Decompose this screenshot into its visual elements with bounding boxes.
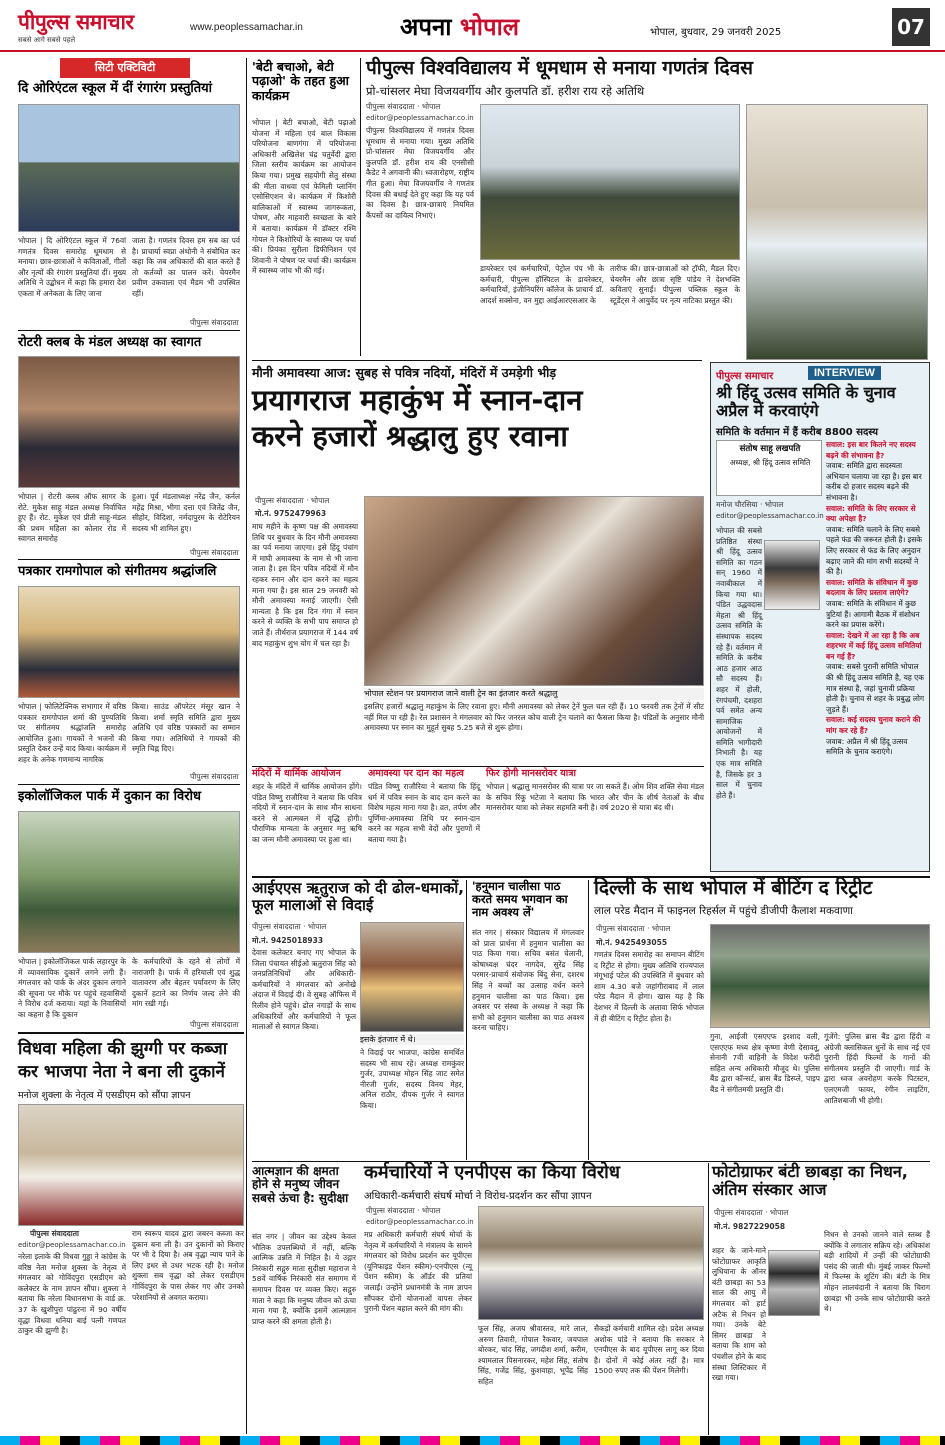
interview-subheadline: समिति के वर्तमान में हैं करीब 8800 सदस्य [716, 427, 879, 438]
widow-headline-1: विधवा महिला की झुग्गी पर कब्जा [18, 1039, 228, 1059]
journalist-body-a: भोपाल | फोलिटेक्निक सभागार में वरिष्ठ पत्रकार रामगोपाल शर्मा की पुण्यतिथि पर संगीतमय श्रद्धांजलि समारोह आयोजित हुआ। गायकों ने भजनों की प्रस्तुति देकर उन्हें याद किया। कार्यक्रम में शहर के अनेक गणमान्य नागरिक [18, 702, 126, 764]
mahakumbh-body-a: माघ महीने के कृष्ण पक्ष की अमावस्या तिथि पर बुधवार के दिन मौनी अमावस्या का पर्व मनाया जाएगा। इसे हिंदू पंचांग में माघी अमावस्या के नाम से भी जाना जाता है। इस दिन पवित्र नदियों में मौन रहकर स्नान और दान करने का महत्व माना गया है। इस साल 29 जनवरी को मौनी अमावस्या मनाई जाएगी। ऐसी मान्यता है कि इस दिन गंगा में स्नान करने से व्यक्ति के सभी पाप समाप्त हो जाते हैं। तीर्थराज प्रयागराज में 144 वर्ष बाद महाकुंभ शुभ योग में चल रहा है। [252, 522, 358, 648]
photo-caption: भोपाल स्टेशन पर प्रयागराज जाने वाली ट्रेन का इंतजार करते श्रद्धालु [364, 688, 704, 700]
oriental-school-headline: दि ओरिएंटल स्कूल में दीं रंगारंग प्रस्तुतियां [18, 81, 213, 96]
flag-hoisting-photo [746, 104, 928, 360]
divider [252, 766, 704, 767]
protest-photo [478, 1206, 704, 1320]
university-body-b: डायरेक्टर एवं कर्मचारियों, पेट्रोल पंप भी के कर्मचारी, पीपुल्स हॉस्पिटल के डायरेक्टर, कर्मचारियों, इंजीनियरिंग कॉलेज के प्राचार्य डॉ. आदर्श सक्सेना, वन मुद्दा आईआरएसआर के [480, 264, 604, 305]
hanuman-headline: 'हनुमान चालीसा पाठ करते समय भगवान का नाम अवश्य लें' [472, 879, 568, 920]
divider [18, 330, 240, 331]
email: editor@peoplessamachar.co.in [18, 1241, 126, 1249]
journalist-body-b: किया। साउंड ऑपरेटर मंसूर खान ने किया। शर्मा स्मृति समिति द्वारा मुख्य अतिथि एवं वरिष्ठ पत्रकारों का सम्मान किया गया। अतिथियों ने गायकों की स्मृति चिह्न दिए। [132, 702, 240, 754]
nps-headline: कर्मचारियों ने एनपीएस का किया विरोध [364, 1162, 620, 1183]
ias-body-a: देवास कलेक्टर बनाए गए भोपाल के जिला पंचायत सीईओ ऋतुराज सिंह को जनप्रतिनिधियों और अधिकारी-कर्मचारियों ने मंगलवार को अनोखे अंदाज में विदाई दी। वे सुबह ऑफिस में रिलीव होने पहुंचे। ढोल नगाड़ों के साथ अधिकारियों और कर्मचारियों ने फूल मालाओं से स्वागत किया। [252, 948, 356, 1032]
page-number: 07 [892, 8, 930, 46]
memorandum-photo [18, 1104, 244, 1226]
byline: पीपुल्स संवाददाता · भोपाल [596, 924, 671, 933]
beating-body-a: गणतंत्र दिवस समारोह का समापन बीटिंग द रिट्रीट से होगा। मुख्य अतिथि राज्यपाल मंगूभाई पटेल की उपस्थिति में बुधवार को शाम 4.30 बजे जहांगीराबाद में लाल परेड मैदान में होगा। खास यह है कि देशभर में दिल्ली के अलावा सिर्फ भोपाल में ही बीटिंग द रिट्रीट होता है। [594, 950, 704, 1023]
interview-tag: INTERVIEW [808, 366, 881, 380]
divider [18, 1032, 244, 1034]
phone: मो.नं. 9827229058 [714, 1222, 786, 1231]
mahakumbh-body-b: इसलिए हजारों श्रद्धालु महाकुंभ के लिए रवाना हुए। मौनी अमावस्या को लेकर ट्रेनें फुल चल रही हैं। 10 फरवरी तक ट्रेनों में सीट नहीं मिल पा रही है। रेल प्रशासन ने मंगलवार को फिर जनरल कोच वाली ट्रेन चलाने का फैसला किया है। पंडितों के अनुसार मौनी अमावस्या पर स्नान का मुहूर्त सुबह 5.25 बजे से शुरू होगा। [364, 702, 704, 733]
oriental-body-a: भोपाल | दि ओरिएंटल स्कूल में 76वां गणतंत्र दिवस समारोह धूमधाम से मनाया। छात्र-छात्राओं ने कविताओं, गीतों और नृत्यों की रंगारंग प्रस्तुतियां दीं। मुख्य अतिथि ने उद्बोधन में कहा कि हमारा देश एकता में अनेकता के लिए जाना [18, 236, 126, 298]
peoples-university-subheadline: प्रो-चांसलर मेघा विजयवर्गीय और कुलपति डॉ. हरीश राय रहे अतिथि [366, 84, 645, 98]
section-tag: सिटी एक्टिविटी [60, 58, 190, 78]
interview-qa: सवाल: इस बार कितने नए सदस्य बढ़ने की संभावना है? जवाब: समिति द्वारा सदस्यता अभियान चलाया जा रहा है। इस बार करीब दो हजार सदस्य बढ़ने की संभावना है। सवाल: समिति के लिए सरकार से क्या अपेक्षा है? जवाब: समिति चलाने के लिए सबसे पहले फंड की जरूरत होती है। इसके लिए सरकार से फंड के लिए अनुदान बढ़ाए जाने की मांग सभी सदस्यों ने की है। सवाल: समिति के संविधान में कुछ बदलाव के लिए प्रस्ताव लाएंगे? जवाब: समिति के संविधान में कुछ त्रुटियां हैं। आगामी बैठक में संशोधन करने का प्रयास करेंगे। सवाल: देखने में आ रहा है कि अब शहरभर में कई हिंदू उत्सव समितियां बन गई हैं? जवाब: सबसे पुरानी समिति भोपाल की श्री हिंदू उत्सव समिति है, यह एक मात्र संस्था है, जहां चुनावी प्रक्रिया होती है। चुनाव से शहर के प्रबुद्ध लोग जुड़ते हैं। सवाल: कई सदस्य चुनाव कराने की मांग कर रहे हैं? जवाब: अप्रैल में श्री हिंदू उत्सव समिति के चुनाव कराएंगे। [826, 440, 925, 757]
mahakumbh-headline-1: प्रयागराज महाकुंभ में स्नान-दान [252, 383, 583, 417]
eco-park-body-a: भोपाल | इकोलॉजिकल पार्क लहारपुर के में व्यावसायिक दुकानें लगने लगी हैं। मंगलवार को पार्क के अंदर दुकान लगाने की सूचना पर मौके पर पहुंचे रहवासियों ने विरोध दर्ज कराया। यहां के निवासियों का कहना है कि दुकान [18, 957, 126, 1019]
divider [360, 58, 361, 356]
email: editor@peoplessamachar.co.in [366, 1218, 474, 1226]
byline: पीपुल्स संवाददाता · भोपाल [714, 1208, 789, 1217]
byline: पीपुल्स संवाददाता [30, 1229, 79, 1238]
mansarovar-heading: फिर होगी मानसरोवर यात्रा [486, 768, 576, 779]
byline: पीपुल्स संवाददाता [190, 318, 239, 327]
widow-body-a: नरेला इलाके की विधवा गुड्डा ने कांग्रेस के वरिष्ठ नेता मनोज शुक्ला के नेतृत्व में मंगलवार को गोविंदपुरा एसडीएम को कलेक्टर के नाम ज्ञापन सौंपा। शुक्ला ने बताया कि नरेला विधानसभा के वार्ड क्र. 37 के खुशीपुरा पांढुरना में 90 वर्षीय वृद्धा विधवा धनिया बाई पत्नी गणपत ठाकुर की झुग्गी है। [18, 1252, 126, 1336]
university-body-c: तारीफ की। छात्र-छात्राओं को ट्रॉफी, मैडल दिए। चेयरमैन और छात्रा सृष्टि पांडेय ने देशभक्ति कविताएं सुनाईं। पीपुल्स पब्लिक स्कूल के स्टूडेंट्स ने आयुर्वेद पर नृत्य नाटिका प्रस्तुत की। [610, 264, 740, 305]
eco-park-photo [18, 811, 240, 953]
byline: पीपुल्स संवाददाता · भोपाल [366, 1206, 441, 1215]
byline: पीपुल्स संवाददाता [190, 772, 239, 781]
widow-subheadline: मनोज शुक्ला के नेतृत्व में एसडीएम को सौंपा ज्ञापन [18, 1090, 191, 1101]
rotary-body-b: हुआ। पूर्व मंडलाध्यक्ष नरेंद्र जैन, कर्नल महेंद्र मिश्रा, भीगा दत्ता एवं जितेंद्र जैन, सीहोर, विदिशा, नर्मदापुरम के रोटेरियन सदस्य भी शामिल हुए। [132, 492, 240, 533]
hanuman-body: संत नगर | संस्कार विद्यालय में मंगलवार को प्रातः प्रार्थना में हनुमान चालीसा का पाठ किया गया। सचिव बसंत चेलानी, कोषाध्यक्ष चंदर नागदेव, सुरेंद्र सिंह परमार-प्राचार्य संयोजक बिंदु सेना, दशरथ सिंह ने बच्चों का उत्साह वर्धन करने हनुमान चालीसा का पाठ किया। इस अवसर पर संस्था के अध्यक्ष ने कहा कि सभी को हनुमान चालीसा का पाठ अवश्य करना चाहिए। [472, 928, 584, 1033]
interview-brand: पीपुल्स समाचार [716, 371, 774, 382]
widow-headline-2: कर भाजपा नेता ने बना ली दुकानें [18, 1062, 225, 1082]
mahakumbh-headline-2: करने हजारों श्रद्धालु हुए रवाना [252, 419, 568, 453]
photographer-body-b: निधन से उनको जानने वाले स्तब्ध हैं क्योंकि वे लगातार सक्रिय रहे। अधिकांश बड़ी शादियों में उन्हीं की फोटोग्राफी पसंद की जाती थी। मुंबई जाकर फिल्मों में फिल्म्स के शूटिंग की। बंटी के मित्र मोहन लालचंदानी ने बताया कि चिराग छाबड़ा भी उनके साथ फोटोग्राफी करते थे। [824, 1230, 930, 1314]
byline: पीपुल्स संवाददाता · भोपाल [252, 922, 327, 931]
rotary-body-a: भोपाल | रोटरी क्लब ऑफ सागर के रोटे. मुकेश साहू मंडल अध्यक्ष निर्वाचित हुए हैं। रोट. मुकेश एवं प्रीती साहू-मंडल की प्रथम महिला का कोलार रोड में स्वागत समारोह [18, 492, 126, 544]
eco-park-body-b: के कर्मचारियों के रहने से लोगों में नाराजगी है। पार्क में हरियाली एवं शुद्ध वातावरण और बेहतर पर्यावरण के लिए दुकानें हटाने का निर्णय जल्द लेने की मांग रखी गई। [132, 957, 240, 1009]
byline: पीपुल्स संवाददाता [190, 548, 239, 557]
divider [466, 880, 467, 1160]
dateline: भोपाल, बुधवार, 29 जनवरी 2025 [650, 27, 782, 38]
temple-events-heading: मंदिरों में धार्मिक आयोजन [252, 768, 341, 779]
nps-subheadline: अधिकारी-कर्मचारी संघर्ष मोर्चा ने विरोध-प्रदर्शन कर सौंपा ज्ञापन [364, 1191, 592, 1202]
nps-body-a: मप्र अधिकारी कर्मचारी संघर्ष मोर्चा के नेतृत्व में कर्मचारियों ने मंत्रालय के सामने मंगलवार को विरोध प्रदर्शन कर यूपीएस (यूनिफाइड पेंशन स्कीम)-एनपीएस (न्यू पेंशन स्कीम) के ऑर्डर की प्रतियां जलाईं। उन्होंने प्रधानमंत्री के नाम ज्ञापन सौंपकर दोनों योजनाओं वापस लेकर पुरानी पेंशन बहाल करने की मांग की। [364, 1230, 472, 1314]
mahakumbh-kicker: मौनी अमावस्या आज: सुबह से पवित्र नदियों, मंदिरों में उमड़ेगी भीड़ [252, 365, 557, 380]
beating-body-b: गुना, आईजी एसएएफ इरशाद वली, एसएएफ मध्य क्षेत्र कृष्णा वेणी देसावतू, सेनानी 7वीं वाहिनी के विदेश फरीदी सहित अन्य अधिकारी मौजूद थे। पुलिस बैंड द्वारा कॉन्सर्ट, ब्रास बैंड डिस्प्ले, पाइप बैंड ने संगीतमयी प्रस्तुति दी। [710, 1032, 820, 1094]
byline: मनोज चौरसिया · भोपाल [716, 500, 784, 509]
divider [18, 784, 240, 785]
atmagyan-headline: आत्मज्ञान की क्षमता होने से मनुष्य जीवन सबसे ऊंचा है: सुदीक्षा [252, 1164, 349, 1205]
peoples-university-headline: पीपुल्स विश्वविद्यालय में धूमधाम से मनाया गणतंत्र दिवस [366, 57, 754, 79]
phone: मो.नं. 9425018933 [252, 936, 324, 945]
interviewee-name: संतोष साहू लखपति [739, 444, 801, 454]
farewell-photo [360, 922, 464, 1032]
beating-retreat-headline: दिल्ली के साथ भोपाल में बीटिंग द रिट्रीट [594, 877, 873, 899]
byline: पीपुल्स संवाददाता · भोपाल [366, 102, 441, 111]
ias-farewell-headline: आईएएस ऋतुराज को दी ढोल-धमाकों, फूल मालाओं से विदाई [252, 879, 464, 914]
beating-retreat-subheadline: लाल परेड मैदान में फाइनल रिहर्सल में पहुंचे डीजीपी कैलाश मकवाणा [594, 905, 853, 917]
beti-bachao-headline: 'बेटी बचाओ, बेटी पढ़ाओ' के तहत हुआ कार्यक्रम [252, 59, 349, 103]
divider [246, 58, 247, 1434]
school-parade-photo [18, 104, 240, 232]
phone: मो.नं. 9752479963 [255, 509, 327, 518]
nps-body-b: फूल सिंह, अजय श्रीवास्तव, मारे लाल, अरुण तिवारी, गोपाल रैकवार, जयपाल बोरकर, चांद सिंह, जगदीश शर्मा, करीम, श्यामलाल पिसनारकर, महेश सिंह, संतोष सिंह, गजेंद्र सिंह, कुशवाहा, भूपेंद्र सिंह सहित [478, 1324, 588, 1386]
phone: मो.नं. 9425493055 [596, 938, 668, 947]
railway-station-photo [364, 496, 704, 686]
photographer-headline: फोटोग्राफर बंटी छाबड़ा का निधन, अंतिम संस्कार आज [712, 1162, 908, 1199]
mansarovar-body: भोपाल | श्रद्धालु मानसरोवर की यात्रा पर जा सकते हैं। ओम शिव शक्ति सेवा मंडल के सचिव रिंकू भटेजा ने बताया कि भारत और चीन के शीर्ष नेताओं के बीच मानसरोवर यात्रा को लेकर सहमति बनी है। वर्ष 2020 से यात्रा बंद थी। [486, 782, 704, 813]
donation-heading: अमावस्या पर दान का महत्व [368, 768, 464, 779]
rotary-headline: रोटरी क्लब के मंडल अध्यक्ष का स्वागत [18, 335, 202, 350]
oriental-body-b: जाता है। गणतंत्र दिवस हम सब का पर्व है। प्राचार्या स्वप्ना अंथोनी ने संबोधित कर कहा कि जब अधिकारों की बात करते हैं तो कर्तव्यों का पालन करें। चेयरमैन प्रवीण उकवाला एवं मैडम भी उपस्थित रहीं। [132, 236, 240, 298]
byline: पीपुल्स संवाददाता · भोपाल [255, 496, 330, 505]
email: editor@peoplessamachar.co.in [716, 512, 824, 520]
ncc-cadets-photo [480, 104, 740, 260]
interview-body: भोपाल की सबसे प्रतिष्ठित संस्था श्री हिंदू उत्सव समिति का गठन सन् 1960 में नवाबीकाल में किया गया था। पंडित उद्धवदास मेहता श्री हिंदू उत्सव समिति के संस्थापक सदस्य रहे हैं। वर्तमान में समिति के करीब आठ हजार आठ सौ सदस्य हैं। शहर में होली, रंगपंचमी, दशहरा पर्व समेत अन्य सामाजिक आयोजनों में समिति भागीदारी निभाती है। यह एक मात्र समिति है, जिसके हर 3 साल में चुनाव होते हैं। [716, 526, 762, 800]
newspaper-logo: पीपुल्स समाचार सबसे आगे सबसे पहले [18, 10, 134, 44]
divider [252, 360, 702, 361]
beating-body-c: गूंजेंगे: पुलिस ब्रास बैंड द्वारा हिंदी व अंग्रेजी क्लासिकल धुनों के साथ नई एवं पुरानी हिंदी फिल्मों के गानों की संगीतमय प्रस्तुति दी जाएगी। गार्ड के द्वारा ध्वज अवरोहण करके पिटस्टन, एलएमजी फायर, रंगीन लाइटिंग, आतिशबाजी भी होगी। [824, 1032, 930, 1105]
divider [18, 559, 240, 560]
photographer-portrait [768, 1250, 820, 1316]
ias-body-b: ने विदाई पर भाजपा, कांग्रेस समर्थित सदस्य भी साथ रहे। अध्यक्ष रामकुंवर गुर्जर, उपाध्यक्ष मोहन सिंह जाट समेत नीरजी गुर्जर, सदस्य विनय मेहर, अनिल राठौर, दीपक गुर्जर ने स्वागत किया। [360, 1048, 464, 1110]
journalist-tribute-headline: पत्रकार रामगोपाल को संगीतमय श्रद्धांजलि [18, 564, 217, 579]
nps-body-c: सैकड़ों कर्मचारी शामिल रहे। प्रदेश अध्यक्ष अशोक पांडे ने बताया कि सरकार ने एनपीएस के बाद यूपीएस लागू कर दिया है। दोनों में कोई अंतर नहीं है। मात्र 1500 रुपए तक की पेंशन मिलेगी। [594, 1324, 704, 1376]
email: editor@peoplessamachar.co.in [366, 114, 474, 122]
atmagyan-body: संत नगर | जीवन का उद्देश्य केवल भौतिक उपलब्धियों में नहीं, बल्कि आत्मिक उन्नति में निहित है। ये उद्गार निरंकारी सद्गुरु माता सुदीक्षा महाराज ने 58वें वार्षिक निरंकारी संत समागम में समापन दिवस पर व्यक्त किए। सद्गुरु माता ने कहा कि मनुष्य जीवन को ऊंचा माना गया है, क्योंकि इसमें आत्मज्ञान प्राप्त करने की क्षमता होती है। [252, 1232, 356, 1326]
widow-body-b: राम स्वरूप यादव द्वारा जबरन कब्जा कर दुकान बना ली है। उन दुकानों को किराए पर भी दे दिया है। अब वृद्धा न्याय पाने के लिए इधर से उधर भटक रही है। मनोज शुक्ला सब वृद्धा को लेकर एसडीएम गोविंदपुरा के पास लेकर गए और उनको परेशानियों से अवगत कराया। [132, 1229, 244, 1302]
beti-bachao-body: भोपाल | बेटी बचाओ, बेटी पढ़ाओ योजना में महिला एवं बाल विकास परियोजना बाणगंगा में परियोजना अधिकारी अखिलेश चंद्र चतुर्वेदी द्वारा जिला स्तरीय कार्यक्रम का आयोजन किया गया। प्रमुख सहयोगी सेतु संस्था की मीता वाधवा एवं फेमिली प्लानिंग एसोसिएशन थे। कार्यक्रम में किशोरी बालिकाओं में स्वास्थ्य जागरूकता, पोषण, और माहवारी स्वच्छता के बारे में बताया। कार्यक्रम में डॉक्टर रश्मि गोयल ने किशोरियों के स्वास्थ्य पर चर्चा की। प्रियंका सुरीला डिफीनिशन एवं शिवानी ने पोषण पर चर्चा की। कार्यक्रम में स्वास्थ्य जांच भी की गई। [252, 118, 356, 276]
police-band-photo [710, 924, 930, 1028]
divider [708, 1163, 709, 1435]
university-body-a: पीपुल्स विश्वविद्यालय में गणतंत्र दिवस धूमधाम से मनाया गया। मुख्य अतिथि प्रो-चांसलर मेघा विजयवर्गीय और कुलपति डॉ. हरीश राय की एनसीसी कैडेट ने अगवानी की। ध्वजारोहण, राष्ट्रीय गीत हुआ। मेघा विजयवर्गीय ने गणतंत्र दिवस की बधाई देते हुए कहा कि यह पर्व का दिवस है। छात्र-छात्राएं नियमित कैंपसों का दायित्व निभाएं। [366, 126, 474, 220]
eco-park-headline: इकोलॉजिकल पार्क में दुकान का विरोध [18, 789, 201, 804]
rotary-group-photo [18, 356, 240, 488]
page-name: अपना भोपाल [400, 13, 520, 41]
interviewee-portrait [764, 540, 820, 610]
website-url: www.peoplessamachar.in [190, 22, 303, 33]
temple-events-body: शहर के मंदिरों में धार्मिक आयोजन होंगे। पंडित विष्णु राजौरिया ने बताया कि पवित्र नदियों में स्नान-दान के साथ मौन साधना करने से आत्मबल में वृद्धि होगी। पौराणिक मान्यता के अनुसार मनु ऋषि का जन्म मौनी अमावस्या पर हुआ था। [252, 782, 362, 844]
photo-caption: इसके इंतजार में थे। [360, 1034, 464, 1045]
tribute-event-photo [18, 586, 240, 698]
byline: पीपुल्स संवाददाता [190, 1020, 239, 1029]
color-registration-strip [0, 1436, 945, 1445]
donation-body: पंडित विष्णु राजौरिया ने बताया कि हिंदू धर्म में पवित्र स्नान के बाद दान करने का विशेष महत्व माना गया है। व्रत, तर्पण और पूर्णिमा-अमावस्या तिथि पर स्नान-दान करने का महत्व सभी वेदों और पुराणों में बताया गया है। [368, 782, 480, 844]
interview-headline: श्री हिंदू उत्सव समिति के चुनाव अप्रैल में करवाएंगे [716, 383, 896, 420]
interviewee-role: अध्यक्ष, श्री हिंदू उत्सव समिति [729, 458, 811, 467]
divider [588, 880, 589, 1160]
photographer-body-a: शहर के जाने-माने फोटोग्राफर आकृति लुधियाना के ऑनर बंटी छाबड़ा का 53 साल की आयु में मंगलवार को हार्ट अटैक से निधन हो गया। उनके बेटे सिमर छाबड़ा ने बताया कि शाम को पंचशील होने के बाद संस्था लिस्टिकार में रखा गया। [712, 1246, 766, 1383]
